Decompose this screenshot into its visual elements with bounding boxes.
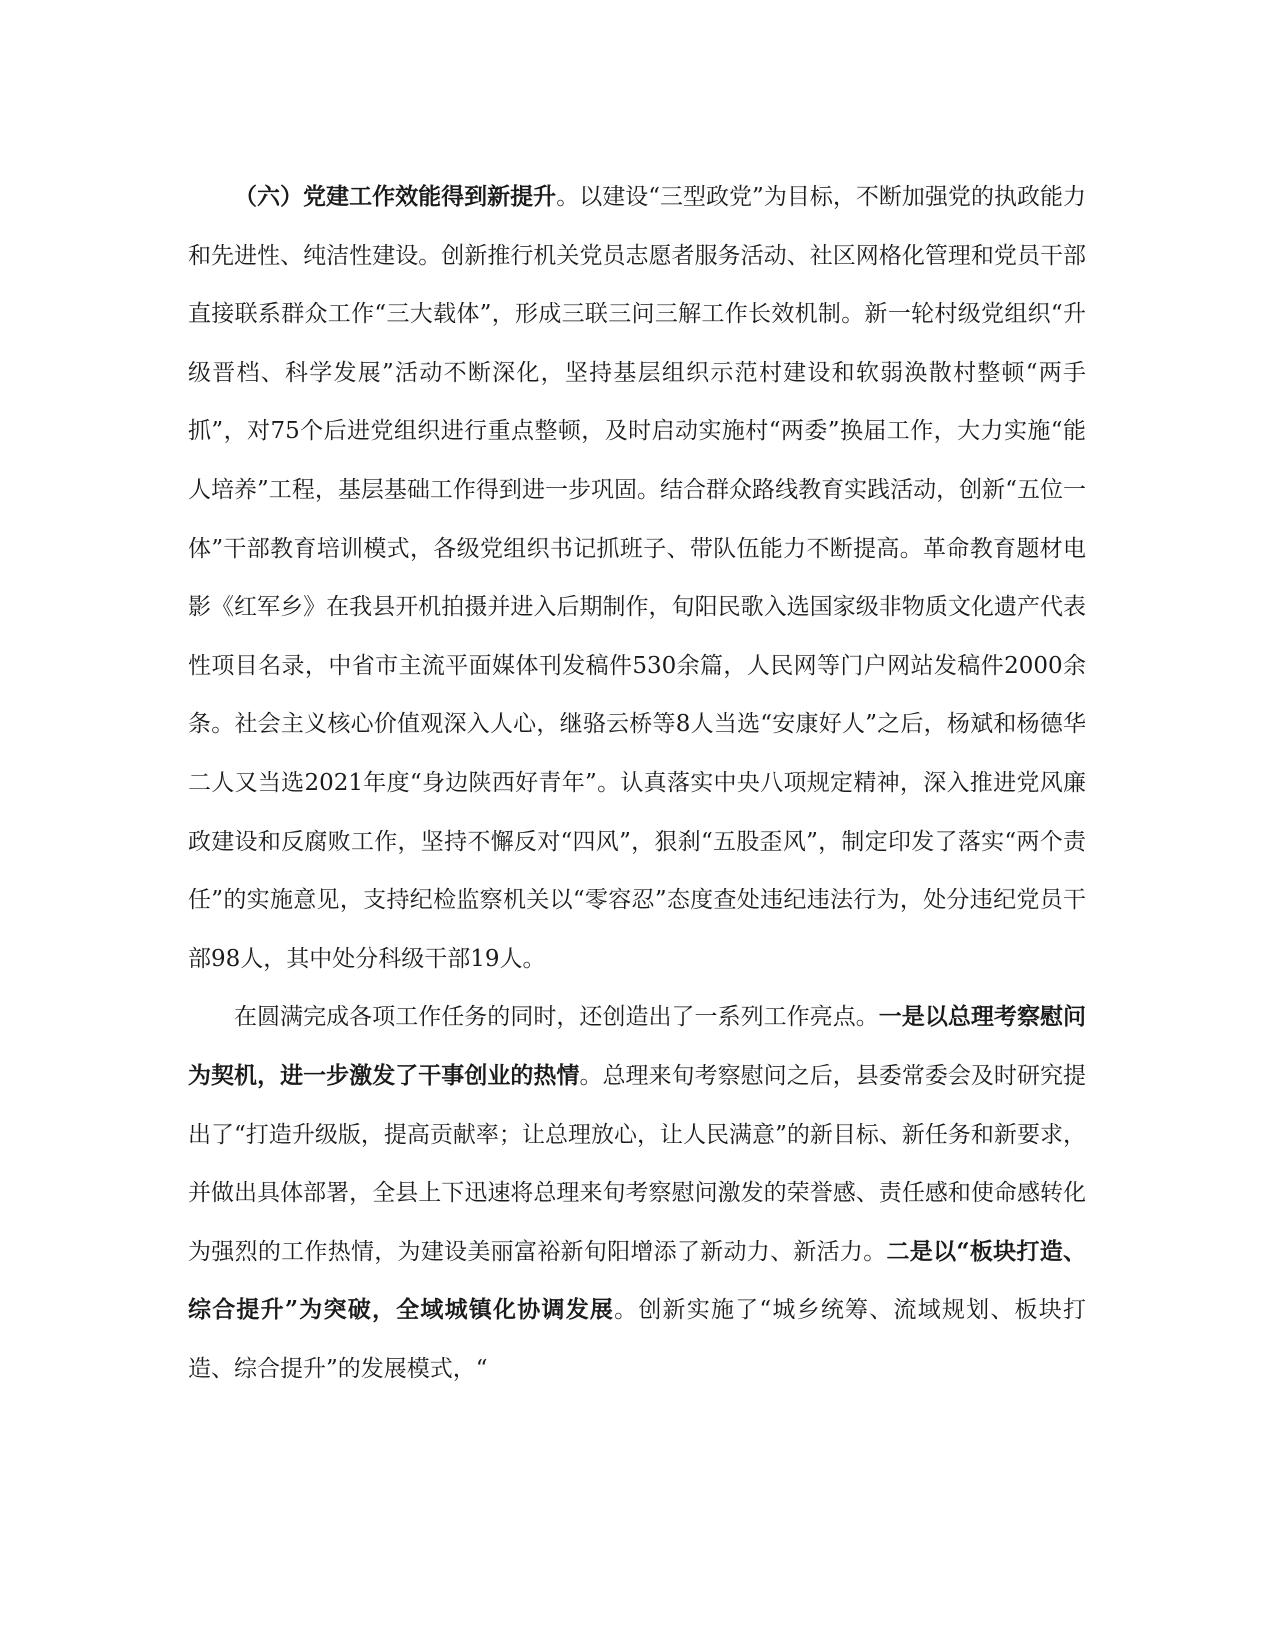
paragraph-text: 。以建设“三型政党”为目标，不断加强党的执政能力和先进性、纯洁性建设。创新推行机关党员志愿者服务活动、社区网格化管理和党员干部直接联系群众工作“三大载体”，形成三联三问三解工作长效机制。新一轮村级党组织“升级晋档、科学发展”活动不断深化，坚持基层组织示范村建设和软弱涣散村整顿“两手抓”，对75个后进党组织进行重点整顿，及时启动实施村“两委”换届工作，大力实施“能人培养”工程，基层基础工作得到进一步巩固。结合群众路线教育实践活动，创新“五位一体”干部教育培训模式，各级党组织书记抓班子、带队伍能力不断提高。革命教育题材电影《红军乡》在我县开机拍摄并进入后期制作，旬阳民歌入选国家级非物质文化遗产代表性项目名录，中省市主流平面媒体刊发稿件530余篇，人民网等门户网站发稿件2000余条。社会主义核心价值观深入人心，继骆云桥等8人当选“安康好人”之后，杨斌和杨德华二人又当选2021年度“身边陕西好青年”。认真落实中央八项规定精神，深入推进党风廉政建设和反腐败工作，坚持不懈反对“四风”，狠刹“五股歪风”，制定印发了落实“两个责任”的实施意见，支持纪检监察机关以“零容忍”态度查处违纪违法行为，处分违纪党员干部98人，其中处分科级干部19人。 [188,184,1086,972]
paragraph-party-building [188,168,1086,988]
paragraph-intro: 在圆满完成各项工作任务的同时，还创造出了一系列工作亮点。 [234,1004,879,1031]
highlight-point-2-heading: 二是以“板块打造、综合提升”为突破，全域城镇化协调发展 [188,1237,1086,1324]
paragraph-highlights [188,988,1086,1398]
section-heading-party-building: （六）党建工作效能得到新提升 [234,183,557,210]
document-body [188,168,1086,1398]
highlight-point-1-heading: 一是以总理考察慰问为契机，进一步激发了干事创业的热情 [188,1003,1087,1089]
highlight-point-1-text: 。总理来旬考察慰问之后，县委常委会及时研究提出了“打造升级版，提高贡献率；让总理放心，让人民满意”的新目标、新任务和新要求，并做出具体部署，全县上下迅速将总理来旬考察慰问激发的荣誉感、责任感和使命感转化为强烈的工作热情，为建设美丽富裕新旬阳增添了新动力、新活力。 [188,1062,1087,1265]
highlight-point-2-text: 。创新实施了“城乡统筹、流域规划、板块打造、综合提升”的发展模式，“ [188,1297,1086,1382]
